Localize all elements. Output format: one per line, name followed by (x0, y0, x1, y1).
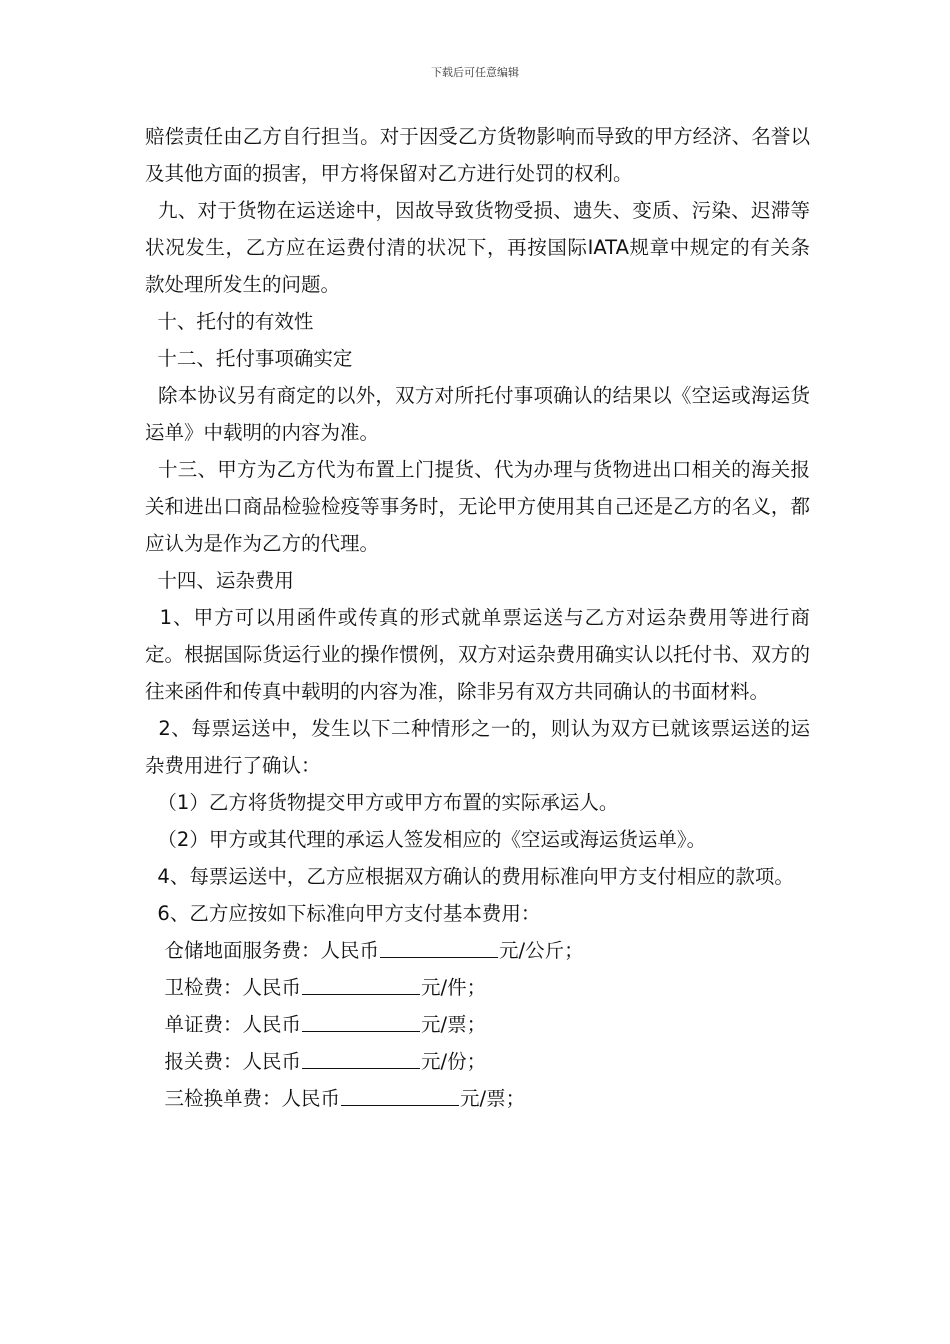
paragraph: 1、甲方可以用函件或传真的形式就单票运送与乙方对运杂费用等进行商定。根据国际货运行业的操作惯例，双方对运杂费用确实认以托付书、双方的往来函件和传真中载明的内容为准，除非另有双方共同确认的书面材料。 (145, 606, 810, 703)
document-body (145, 118, 810, 1117)
fee-unit: 元/票； (460, 1087, 526, 1110)
fill-in-blank[interactable] (341, 1085, 459, 1106)
paragraph: （2）甲方或其代理的承运人签发相应的《空运或海运货运单》。 (157, 828, 707, 851)
fill-in-blank[interactable] (302, 1011, 420, 1032)
fee-label: 单证费：人民币 (164, 1013, 302, 1036)
paragraph: 赔偿责任由乙方自行担当。对于因受乙方货物影响而导致的甲方经济、名誉以及其他方面的损害，甲方将保留对乙方进行处罚的权利。 (145, 125, 810, 185)
fee-label: 仓储地面服务费：人民币 (164, 939, 380, 962)
section-heading: 十四、运杂费用 (157, 569, 294, 592)
fee-unit: 元/公斤； (499, 939, 584, 962)
fee-line-storage (145, 932, 810, 969)
fee-unit: 元/票； (421, 1013, 487, 1036)
paragraph: 2、每票运送中，发生以下二种情形之一的，则认为双方已就该票运送的运杂费用进行了确认： (145, 717, 810, 777)
paragraph: 4、每票运送中，乙方应根据双方确认的费用标准向甲方支付相应的款项。 (157, 865, 794, 888)
section-heading: 十二、托付事项确实定 (157, 347, 353, 370)
paragraph: 十三、甲方为乙方代为布置上门提货、代为办理与货物进出口相关的海关报关和进出口商品检验检疫等事务时，无论甲方使用其自己还是乙方的名义，都应认为是作为乙方的代理。 (145, 458, 810, 555)
fee-unit: 元/件； (421, 976, 487, 999)
fill-in-blank[interactable] (302, 1048, 420, 1069)
fill-in-blank[interactable] (380, 937, 498, 958)
fee-line-inspection-exchange (145, 1080, 810, 1117)
section-heading: 十、托付的有效性 (157, 310, 314, 333)
fee-line-customs (145, 1043, 810, 1080)
paragraph: 6、乙方应按如下标准向甲方支付基本费用： (157, 902, 541, 925)
fee-label: 三检换单费：人民币 (164, 1087, 341, 1110)
fee-unit: 元/份； (421, 1050, 487, 1073)
paragraph: 九、对于货物在运送途中，因故导致货物受损、遗失、变质、污染、迟滞等状况发生，乙方应在运费付清的状况下，再按国际IATA规章中规定的有关条款处理所发生的问题。 (145, 199, 810, 296)
fee-label: 卫检费：人民币 (164, 976, 302, 999)
paragraph: （1）乙方将货物提交甲方或甲方布置的实际承运人。 (157, 791, 619, 814)
fee-label: 报关费：人民币 (164, 1050, 302, 1073)
fill-in-blank[interactable] (302, 974, 420, 995)
fee-line-documents (145, 1006, 810, 1043)
paragraph: 除本协议另有商定的以外，双方对所托付事项确认的结果以《空运或海运货运单》中载明的内容为准。 (145, 384, 810, 444)
page-header: 下载后可任意编辑 (431, 66, 519, 79)
fee-line-health-inspection (145, 969, 810, 1006)
